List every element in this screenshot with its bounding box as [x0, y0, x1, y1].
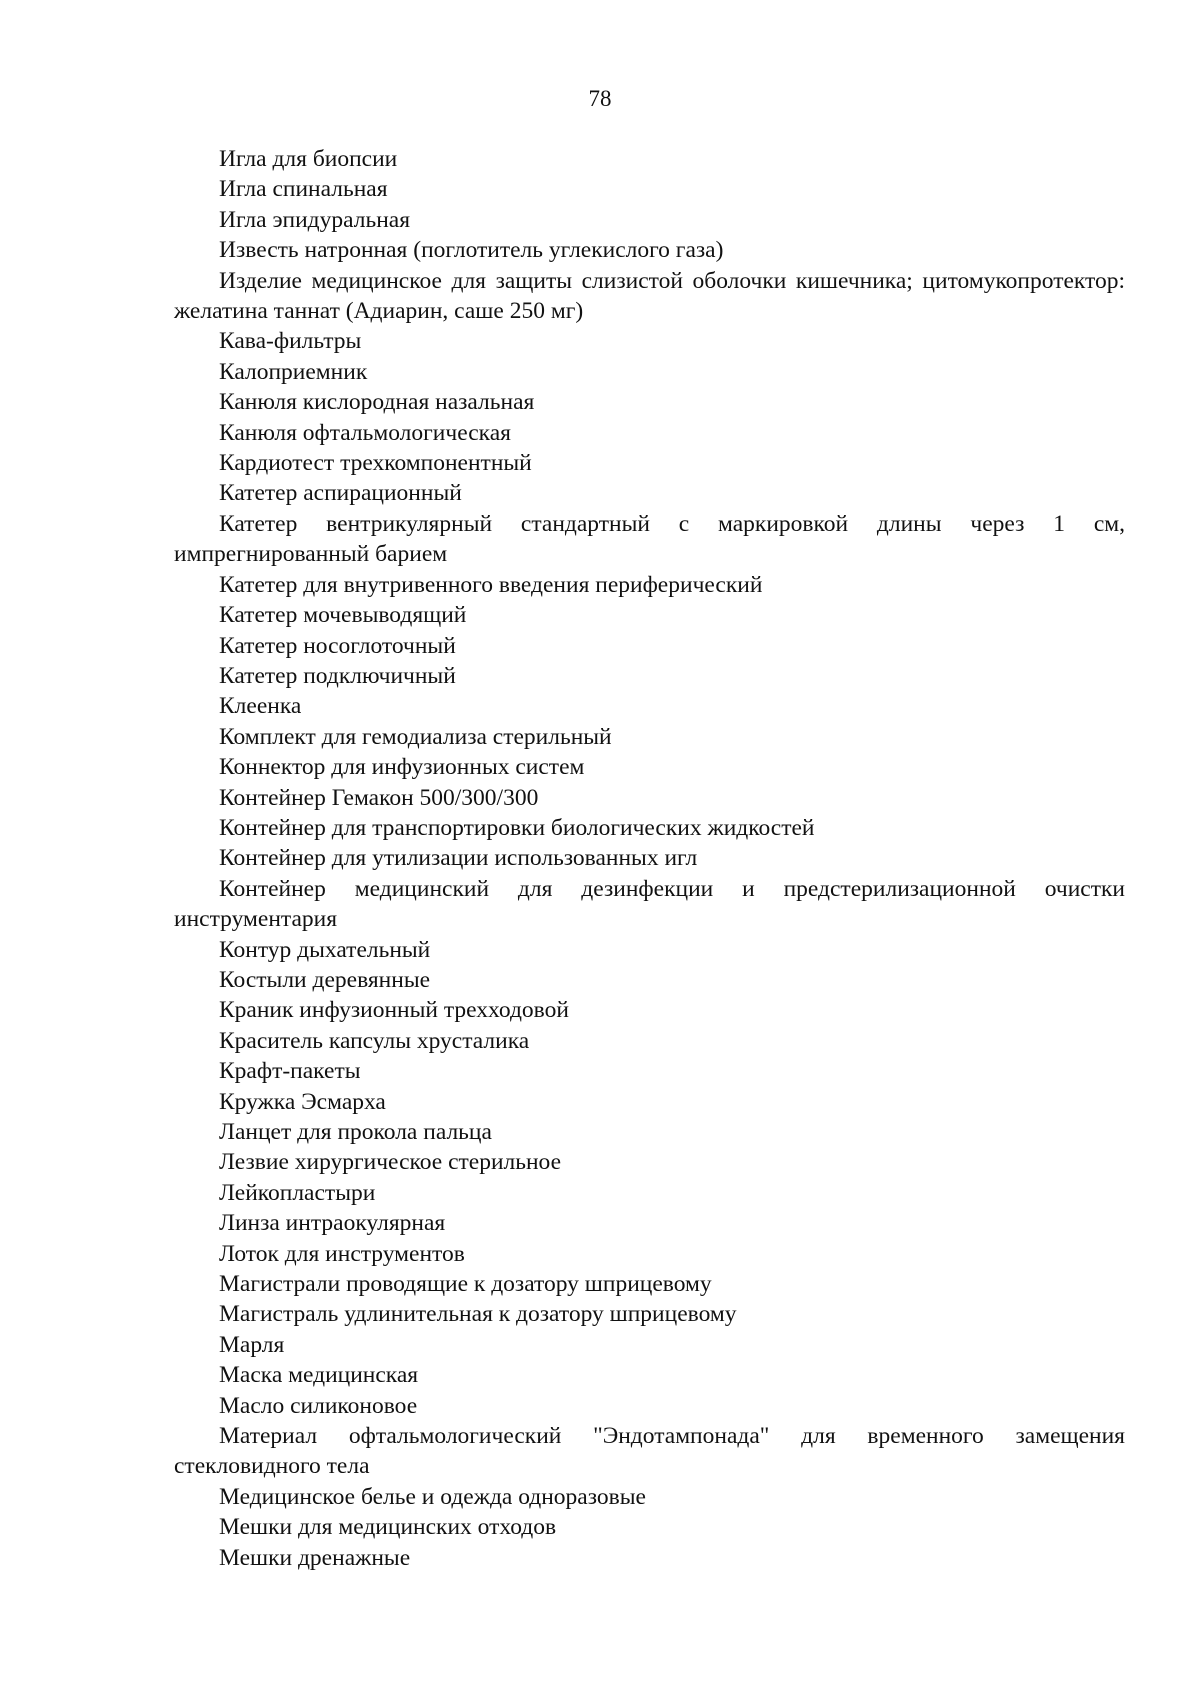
list-item: Контейнер медицинский для дезинфекции и предстерилизационной очистки инструментария: [174, 875, 1125, 933]
list-item: Канюля офтальмологическая: [219, 419, 511, 446]
list-item: Мешки дренажные: [219, 1544, 411, 1571]
list-item: Контейнер для транспортировки биологических жидкостей: [219, 814, 815, 841]
list-item: Краник инфузионный трехходовой: [219, 997, 569, 1024]
list-item: Краситель капсулы хрусталика: [219, 1027, 530, 1054]
list-item: Контейнер Гемакон 500/300/300: [219, 784, 539, 811]
list-item: Контур дыхательный: [219, 936, 431, 963]
list-item: Лезвие хирургическое стерильное: [219, 1149, 562, 1176]
list-item: Маска медицинская: [219, 1362, 419, 1389]
list-item: Коннектор для инфузионных систем: [219, 754, 585, 781]
list-item: Катетер аспирационный: [219, 480, 462, 507]
list-item: Комплект для гемодиализа стерильный: [219, 723, 612, 750]
list-item: Катетер для внутривенного введения периферический: [219, 571, 763, 598]
list-item: Катетер вентрикулярный стандартный с маркировкой длины через 1 см, импрегнированный барием: [174, 510, 1125, 568]
list-item: Изделие медицинское для защиты слизистой оболочки кишечника; цитомукопротектор: желатина таннат (Адиарин, саше 250 мг): [174, 267, 1125, 325]
list-item: Медицинское белье и одежда одноразовые: [219, 1483, 646, 1510]
list-item: Линза интраокулярная: [219, 1210, 446, 1237]
list-item: Марля: [219, 1331, 285, 1358]
list-item: Кава-фильтры: [219, 328, 362, 355]
list-item: Лоток для инструментов: [219, 1240, 465, 1267]
list-item: Контейнер для утилизации использованных игл: [219, 845, 698, 872]
list-item: Масло силиконовое: [219, 1392, 418, 1419]
list-item: Катетер носоглоточный: [219, 632, 456, 659]
list-item: Крафт-пакеты: [219, 1058, 361, 1085]
page-number: 78: [588, 86, 612, 111]
list-item: Катетер подключичный: [219, 662, 456, 689]
list-item: Кружка Эсмарха: [219, 1088, 386, 1115]
list-item: Клеенка: [219, 693, 302, 720]
list-item: Катетер мочевыводящий: [219, 602, 467, 629]
list-item: Игла спинальная: [219, 176, 388, 203]
list-item: Канюля кислородная назальная: [219, 389, 535, 416]
list-item: Игла эпидуральная: [219, 206, 411, 233]
list-item: Материал офтальмологический "Эндотампонада" для временного замещения стекловидного тела: [174, 1423, 1125, 1480]
list-item: Костыли деревянные: [219, 966, 431, 993]
list-item: Магистрали проводящие к дозатору шприцевому: [219, 1271, 712, 1298]
list-item: Известь натронная (поглотитель углекислого газа): [219, 237, 724, 264]
medical-items-list: [174, 144, 1125, 1573]
list-item: Ланцет для прокола пальца: [219, 1119, 492, 1145]
list-item: Лейкопластыри: [219, 1179, 376, 1206]
list-item: Кардиотест трехкомпонентный: [219, 450, 532, 477]
list-item: Магистраль удлинительная к дозатору шприцевому: [219, 1301, 737, 1328]
list-item: Калоприемник: [219, 358, 368, 385]
list-item: Мешки для медицинских отходов: [219, 1514, 557, 1541]
list-item: Игла для биопсии: [219, 146, 398, 172]
